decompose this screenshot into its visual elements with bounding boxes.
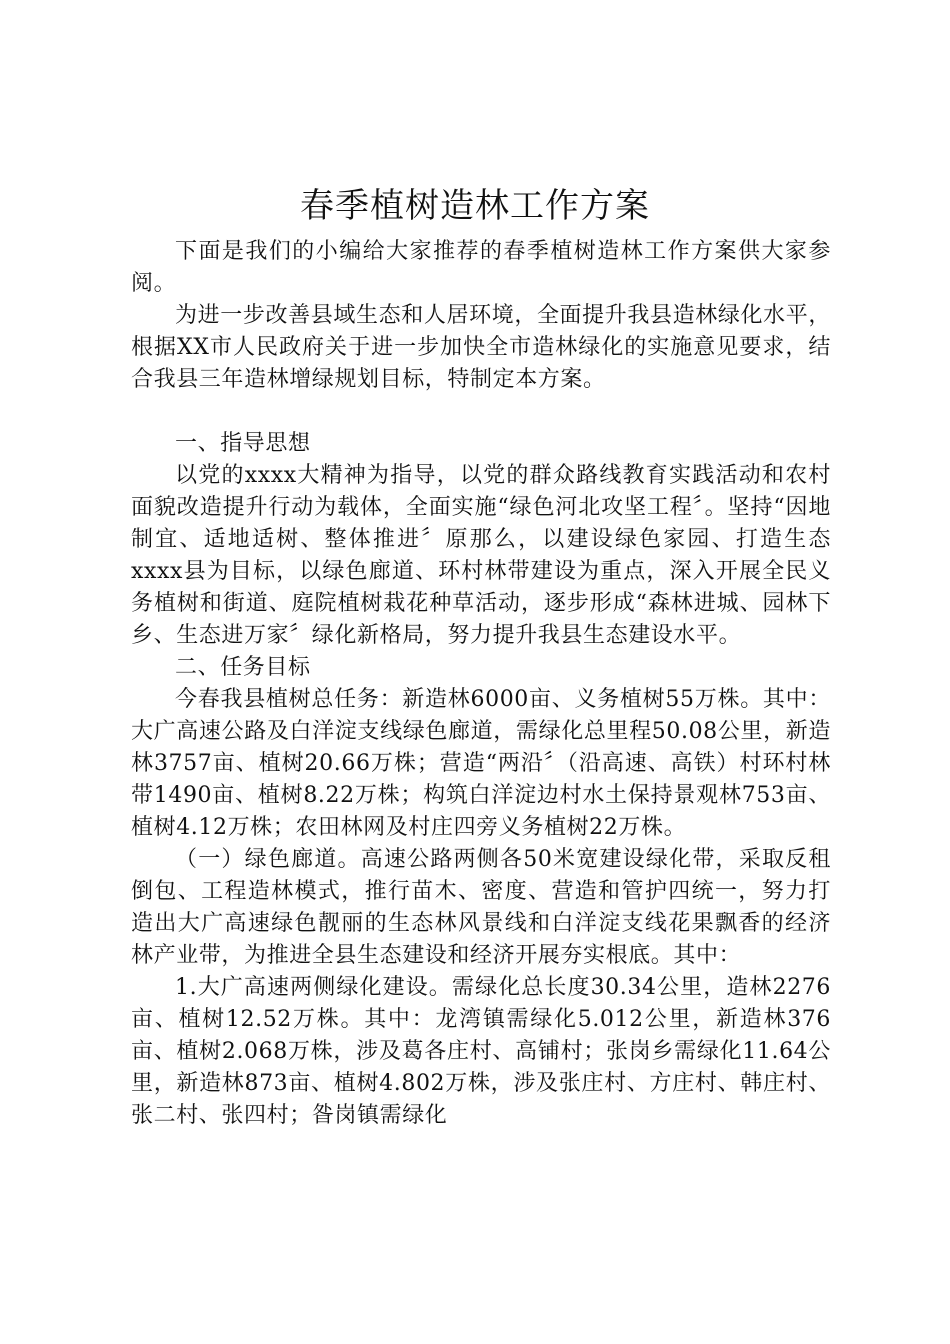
section-heading-guiding-ideology: 一、指导思想 (175, 431, 311, 456)
paragraph-purpose: 为进一步改善县域生态和人居环境，全面提升我县造林绿化水平，根据XX市人民政府关于进一步加快全市造林绿化的实施意见要求，结合我县三年造林增绿规划目标，特制定本方案。 (131, 303, 831, 392)
paragraph-task-goals: 今春我县植树总任务：新造林6000亩、义务植树55万株。其中：大广高速公路及白洋淀支线绿色廊道，需绿化总里程50.08公里，新造林3757亩、植树20.66万株；营造“两沿〞（沿高速、高铁）村环村林带1490亩、植树8.22万株；构筑白洋淀边村水土保持景观林753亩、植树4.12万株；农田林网及村庄四旁义务植树22万株。 (131, 687, 831, 840)
paragraph-green-corridor: （一）绿色廊道。高速公路两侧各50米宽建设绿化带，采取反租倒包、工程造林模式，推行苗木、密度、营造和管护四统一，努力打造出大广高速绿色靓丽的生态林风景线和白洋淀支线花果飘香的经济林产业带，为推进全县生态建设和经济开展夯实根底。其中： (131, 847, 831, 968)
document-body (131, 236, 831, 1132)
paragraph-intro: 下面是我们的小编给大家推荐的春季植树造林工作方案供大家参阅。 (131, 239, 831, 296)
section-heading-task-goals: 二、任务目标 (175, 655, 311, 680)
paragraph-guiding-ideology: 以党的xxxx大精神为指导，以党的群众路线教育实践活动和农村面貌改造提升行动为载体，全面实施“绿色河北攻坚工程〞。坚持“因地制宜、适地适树、整体推进〞原那么，以建设绿色家园、打造生态xxxx县为目标，以绿色廊道、环村林带建设为重点，深入开展全民义务植树和街道、庭院植树栽花种草活动，逐步形成“森林进城、园林下乡、生态进万家〞绿化新格局，努力提升我县生态建设水平。 (131, 463, 831, 648)
document-title: 春季植树造林工作方案 (300, 186, 650, 226)
paragraph-daguang-expressway: 1.大广高速两侧绿化建设。需绿化总长度30.34公里，造林2276亩、植树12.52万株。其中：龙湾镇需绿化5.012公里，新造林376亩、植树2.068万株，涉及葛各庄村、高铺村；张岗乡需绿化11.64公里，新造林873亩、植树4.802万株，涉及张庄村、方庄村、韩庄村、张二村、张四村；昝岗镇需绿化 (131, 975, 831, 1128)
